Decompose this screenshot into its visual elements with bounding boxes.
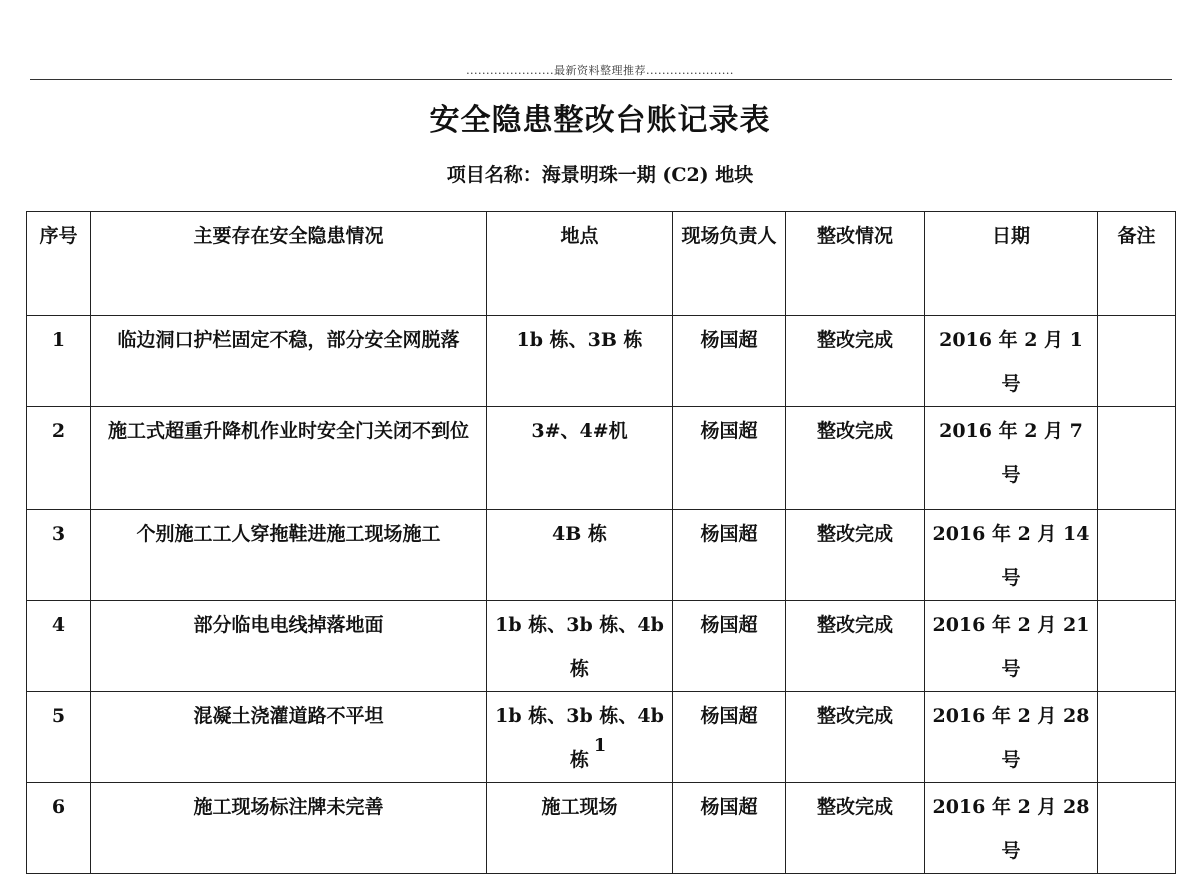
cell-issue: 混凝土浇灌道路不平坦: [91, 692, 487, 783]
cell-status: 整改完成: [786, 316, 925, 407]
cell-person: 杨国超: [673, 692, 786, 783]
cell-location: 1b 栋、3b 栋、4b 栋: [487, 601, 673, 692]
cell-seq: 6: [27, 783, 91, 874]
hazard-ledger-table: [26, 211, 1176, 874]
cell-seq: 3: [27, 510, 91, 601]
project-name: 项目名称：海景明珠一期 (C2) 地块: [446, 164, 754, 186]
cell-remark: [1098, 316, 1176, 407]
cell-date: 2016 年 2 月 21 号: [925, 601, 1098, 692]
header-note: ......................最新资料整理推荐......................: [466, 64, 734, 77]
cell-person: 杨国超: [673, 783, 786, 874]
table-row: [27, 601, 1176, 692]
cell-location: 4B 栋: [487, 510, 673, 601]
cell-location: 1b 栋、3B 栋: [487, 316, 673, 407]
cell-seq: 5: [27, 692, 91, 783]
cell-seq: 1: [27, 316, 91, 407]
cell-status: 整改完成: [786, 510, 925, 601]
cell-person: 杨国超: [673, 407, 786, 510]
cell-person: 杨国超: [673, 510, 786, 601]
cell-issue: 部分临电电线掉落地面: [91, 601, 487, 692]
cell-seq: 4: [27, 601, 91, 692]
table-row: [27, 510, 1176, 601]
cell-location: 施工现场: [487, 783, 673, 874]
header-date: 日期: [925, 212, 1098, 316]
cell-date: 2016 年 2 月 1 号: [925, 316, 1098, 407]
cell-date: 2016 年 2 月 7 号: [925, 407, 1098, 510]
cell-issue: 施工现场标注牌未完善: [91, 783, 487, 874]
cell-issue: 施工式超重升降机作业时安全门关闭不到位: [91, 407, 487, 510]
cell-status: 整改完成: [786, 692, 925, 783]
cell-person: 杨国超: [673, 316, 786, 407]
table-header-row: [27, 212, 1176, 316]
cell-issue: 临边洞口护栏固定不稳，部分安全网脱落: [91, 316, 487, 407]
cell-remark: [1098, 601, 1176, 692]
table-row: [27, 407, 1176, 510]
cell-remark: [1098, 783, 1176, 874]
header-seq: 序号: [27, 212, 91, 316]
cell-date: 2016 年 2 月 14 号: [925, 510, 1098, 601]
header-location: 地点: [487, 212, 673, 316]
cell-issue: 个别施工工人穿拖鞋进施工现场施工: [91, 510, 487, 601]
cell-location: 1b 栋、3b 栋、4b 栋: [487, 692, 673, 783]
cell-location: 3#、4#机: [487, 407, 673, 510]
header-person: 现场负责人: [673, 212, 786, 316]
table-row: [27, 316, 1176, 407]
page-title: 安全隐患整改台账记录表: [429, 103, 771, 138]
table-row: [27, 783, 1176, 874]
header-issue: 主要存在安全隐患情况: [91, 212, 487, 316]
header-remark: 备注: [1098, 212, 1176, 316]
cell-remark: [1098, 407, 1176, 510]
cell-person: 杨国超: [673, 601, 786, 692]
cell-seq: 2: [27, 407, 91, 510]
cell-date: 2016 年 2 月 28 号: [925, 783, 1098, 874]
cell-status: 整改完成: [786, 783, 925, 874]
cell-status: 整改完成: [786, 407, 925, 510]
header-divider: [30, 79, 1172, 80]
cell-date: 2016 年 2 月 28 号: [925, 692, 1098, 783]
header-status: 整改情况: [786, 212, 925, 316]
cell-remark: [1098, 510, 1176, 601]
page-number: 1: [593, 735, 607, 756]
cell-status: 整改完成: [786, 601, 925, 692]
